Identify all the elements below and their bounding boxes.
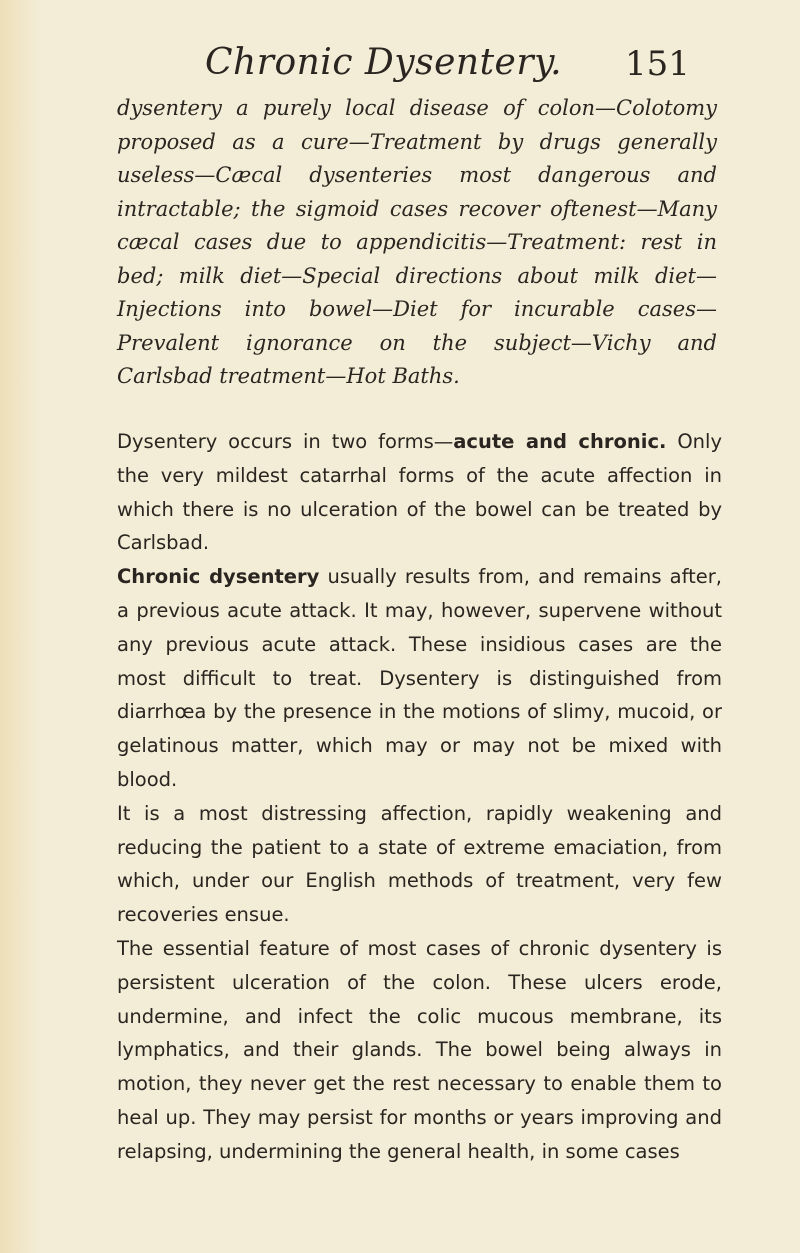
paragraph-3-rest: It is a most distressing affection, rapidly weakening and reducing the patient to a state of extreme emaciation, from which, under our English methods of treatment, very few recoveries ensue. [117,801,722,927]
paragraph-2-bold: Chronic dysentery [117,565,320,589]
running-head [205,42,725,92]
paragraph-1-rest: Only the very mildest catarrhal forms of the acute affection in which there is no ulceration of the bowel can be treated by Carlsbad. [117,430,722,555]
chapter-summary: dysentery a purely local disease of colon—Colotomy proposed as a cure—Treatment by drugs generally useless—Cæcal dysenteries most dangerous and intractable; the sigmoid cases recover oftenest—Many cæcal cases due to appendicitis—Treatment: rest in bed; milk diet—Special directions about milk diet—Injections into bowel—Diet for incurable cases—Prevalent ignorance on the subject—Vichy and Carlsbad treatment—Hot Baths. [117,96,717,388]
paragraph-4-rest: The essential feature of most cases of chronic dysentery is persistent ulceration of the colon. These ulcers erode, undermine, and infect the colic mucous membrane, its lymphatics, and their glands. The bowel being always in motion, they never get the rest necessary to enable them to heal up. They may persist for months or years improving and relapsing, undermining the general health, in some cases [117,936,722,1163]
paragraph-1-bold: acute and chronic. [453,430,667,453]
paragraph-4 [117,932,722,1169]
paragraph-1 [117,425,722,560]
paragraph-2-rest: usually results from, and remains after, a previous acute attack. It may, however, supervene without any previous acute attack. These insidious cases are the most difficult to treat. Dysentery is distinguished from diarrhœa by the presence in the motions of slimy, mucoid, or gelatinous matter, which may or may not be mixed with blood. [117,565,722,791]
paragraph-2 [117,560,722,797]
paragraph-3 [117,797,722,932]
running-title: Chronic Dysentery. [205,42,563,83]
page-number: 151 [625,44,690,84]
body-text [117,425,722,1169]
paragraph-1-lead: Dysentery occurs in two forms— [117,430,454,453]
